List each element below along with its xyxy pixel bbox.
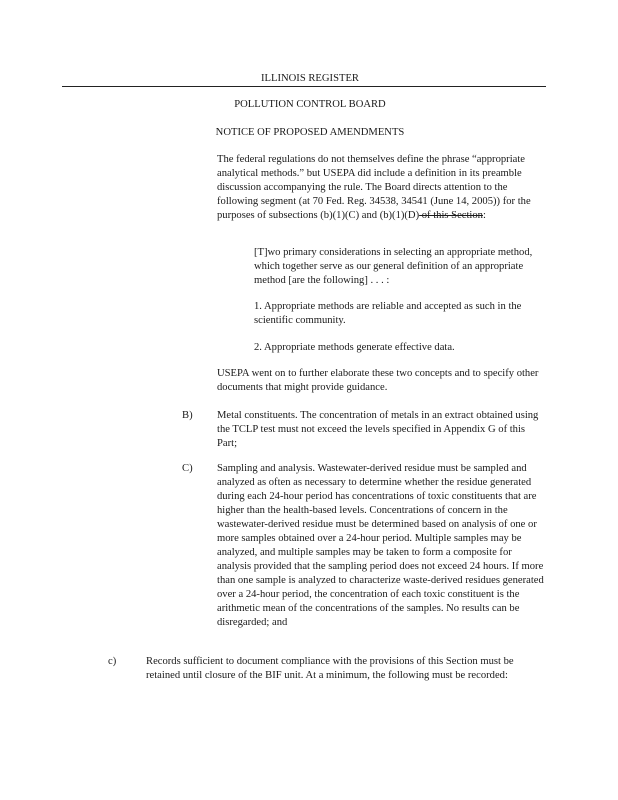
struck-text: of this Section <box>419 210 483 221</box>
register-title: ILLINOIS REGISTER <box>261 73 359 84</box>
usepa-paragraph: USEPA went on to further elaborate these two concepts and to specify other documents that might provide guidance. <box>217 368 539 393</box>
header-rule <box>62 86 546 87</box>
item-lower-c-label: c) <box>108 656 117 667</box>
notice-title: NOTICE OF PROPOSED AMENDMENTS <box>215 127 405 138</box>
item-c-text: Sampling and analysis. Wastewater-derived residue must be sampled and analyzed as often as necessary to determine whether the residue generated during each 24-hour period has concentrations of toxic constituents that are higher than the health-based levels. Concentrations of concern in the wastewater-derived residue must be determined based on analysis of one or more samples obtained over a 24-hour period. Multiple samples may be analyzed, and multiple samples may be taken to form a composite for analysis provided that the sampling period does not exceed 24 hours. If more than one sample is analyzed to characterize waste-derived residues generated over a 24-hour period, the concentration of each toxic constituent is the arithmetic mean of the concentrations of the samples. No results can be disregarded; and <box>217 463 544 628</box>
board-title: POLLUTION CONTROL BOARD <box>234 99 386 110</box>
quote-item-2: 2. Appropriate methods generate effective data. <box>254 342 455 353</box>
item-b-text: Metal constituents. The concentration of metals in an extract obtained using the TCLP test must not exceed the levels specified in Appendix G of this Part; <box>217 410 539 449</box>
item-b-label: B) <box>182 410 193 421</box>
intro-paragraph <box>217 153 547 223</box>
item-c-label: C) <box>182 463 193 474</box>
quote-item-1: 1. Appropriate methods are reliable and accepted as such in the scientific community. <box>254 301 522 326</box>
intro-text: The federal regulations do not themselves define the phrase “appropriate analytical methods.” but USEPA did include a definition in its preamble discussion accompanying the rule. The Board directs attention to the following segment (at 70 Fed. Reg. 34538, 34541 (June 14, 2005)) for the purposes of subsections (b)(1)(C) and (b)(1)(D) <box>217 154 531 221</box>
intro-end: : <box>482 210 486 221</box>
quote-lead: [T]wo primary considerations in selecting an appropriate method, which together serve as our general definition of an appropriate method [are the following] . . . : <box>254 247 533 286</box>
item-lower-c-text: Records sufficient to document compliance with the provisions of this Section must be retained until closure of the BIF unit. At a minimum, the following must be recorded: <box>146 656 514 681</box>
